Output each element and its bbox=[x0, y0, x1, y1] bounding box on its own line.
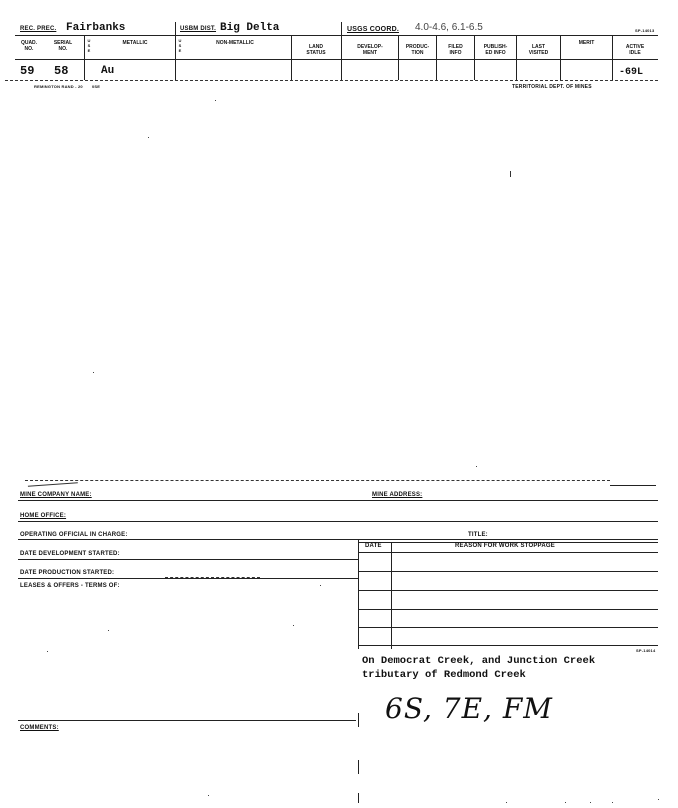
col-use-2: U S E bbox=[178, 38, 182, 53]
date-production-label: DATE PRODUCTION STARTED: bbox=[20, 570, 115, 576]
col-published-info: PUBLISH- ED INFO bbox=[483, 44, 508, 56]
usbm-dist-label: USBM DIST. bbox=[180, 26, 217, 32]
section-separator bbox=[25, 480, 610, 481]
divider bbox=[18, 521, 658, 522]
row-serial-value: 58 bbox=[54, 64, 69, 78]
speck bbox=[612, 802, 613, 803]
divider bbox=[358, 713, 359, 727]
col-metallic: METALLIC bbox=[122, 40, 148, 46]
operating-official-label: OPERATING OFFICIAL IN CHARGE: bbox=[20, 532, 128, 538]
col-non-metallic: NON-METALLIC bbox=[216, 40, 254, 46]
divider bbox=[18, 720, 356, 721]
speck bbox=[506, 802, 507, 803]
form-number-top: SP-14013 bbox=[635, 28, 655, 33]
divider bbox=[18, 539, 658, 540]
divider bbox=[291, 35, 292, 80]
divider bbox=[436, 35, 437, 80]
divider bbox=[358, 627, 658, 628]
usgs-coord-value: 4.0-4.6, 6.1-6.5 bbox=[415, 22, 483, 33]
rec-prec-label: REC. PREC. bbox=[20, 26, 57, 32]
row-active-idle-value: -69L bbox=[619, 67, 644, 78]
divider bbox=[516, 35, 517, 80]
leases-offers-label: LEASES & OFFERS - TERMS OF: bbox=[20, 583, 120, 589]
divider bbox=[358, 793, 359, 803]
title-label: TITLE: bbox=[468, 532, 488, 538]
speck bbox=[215, 100, 216, 101]
divider bbox=[18, 578, 358, 579]
col-last-visited: LAST VISITED bbox=[528, 44, 549, 56]
col-use-1: U S E bbox=[87, 38, 91, 53]
speck bbox=[93, 372, 94, 373]
col-development: DEVELOP- MENT bbox=[357, 44, 383, 56]
divider bbox=[175, 22, 176, 35]
handwritten-location: 6S, 7E, FM bbox=[385, 692, 553, 725]
divider bbox=[18, 500, 658, 501]
divider bbox=[391, 542, 392, 649]
usbm-dist-value: Big Delta bbox=[220, 22, 280, 34]
divider bbox=[341, 22, 342, 35]
col-filed-info: FILED INFO bbox=[448, 44, 463, 56]
speck bbox=[476, 466, 477, 467]
header-rule-2 bbox=[15, 59, 658, 60]
stroke-mark bbox=[28, 482, 78, 490]
date-column-header: DATE bbox=[365, 543, 382, 549]
divider bbox=[358, 539, 359, 649]
divider bbox=[358, 645, 658, 646]
col-merit: MERIT bbox=[578, 40, 595, 46]
speck bbox=[148, 137, 149, 138]
header-rule-1 bbox=[15, 35, 658, 36]
divider bbox=[610, 485, 656, 486]
location-note-line-2: tributary of Redmond Creek bbox=[362, 669, 526, 681]
row-metallic-value: Au bbox=[101, 65, 115, 77]
home-office-label: HOME OFFICE: bbox=[20, 513, 67, 519]
printer-code: 0SE bbox=[92, 84, 101, 89]
col-active-idle: ACTIVE IDLE bbox=[625, 44, 645, 56]
speck bbox=[208, 795, 209, 796]
divider bbox=[474, 35, 475, 80]
divider bbox=[18, 559, 358, 560]
date-development-label: DATE DEVELOPMENT STARTED: bbox=[20, 551, 120, 557]
col-land-status: LAND STATUS bbox=[306, 44, 326, 56]
divider bbox=[358, 760, 359, 774]
col-serial-no: SERIAL NO. bbox=[53, 40, 73, 52]
speck bbox=[320, 585, 321, 586]
mine-company-label: MINE COMPANY NAME: bbox=[20, 492, 92, 498]
speck bbox=[47, 651, 48, 652]
location-note-line-1: On Democrat Creek, and Junction Creek bbox=[362, 655, 596, 667]
header-rule-3 bbox=[5, 80, 658, 81]
divider bbox=[358, 571, 658, 572]
divider bbox=[84, 35, 85, 80]
usgs-coord-label: USGS COORD. bbox=[347, 26, 399, 33]
divider bbox=[341, 35, 342, 80]
col-production: PRODUC- TION bbox=[405, 44, 430, 56]
printer-mark: REMINGTON RAND - 20 bbox=[34, 84, 83, 89]
reason-column-header: REASON FOR WORK STOPPAGE bbox=[455, 543, 555, 549]
divider bbox=[175, 35, 176, 80]
speck bbox=[565, 802, 566, 803]
speck bbox=[510, 171, 511, 177]
top-header-section bbox=[0, 0, 678, 110]
divider bbox=[358, 552, 658, 553]
speck bbox=[590, 802, 591, 803]
speck bbox=[293, 625, 294, 626]
col-quad-no: QUAD. NO. bbox=[20, 40, 38, 52]
divider bbox=[398, 35, 399, 80]
speck bbox=[108, 630, 109, 631]
divider bbox=[358, 590, 658, 591]
row-quad-value: 59 bbox=[20, 64, 35, 78]
divider bbox=[612, 35, 613, 80]
form-number-bottom: SP-14014 bbox=[636, 648, 656, 653]
divider bbox=[358, 609, 658, 610]
rec-prec-value: Fairbanks bbox=[66, 22, 126, 34]
comments-label: COMMENTS: bbox=[20, 725, 59, 731]
department-mark: TERRITORIAL DEPT. OF MINES bbox=[512, 84, 592, 90]
mine-address-label: MINE ADDRESS: bbox=[372, 492, 423, 498]
speck bbox=[658, 799, 659, 800]
bottom-form-section bbox=[0, 475, 678, 808]
